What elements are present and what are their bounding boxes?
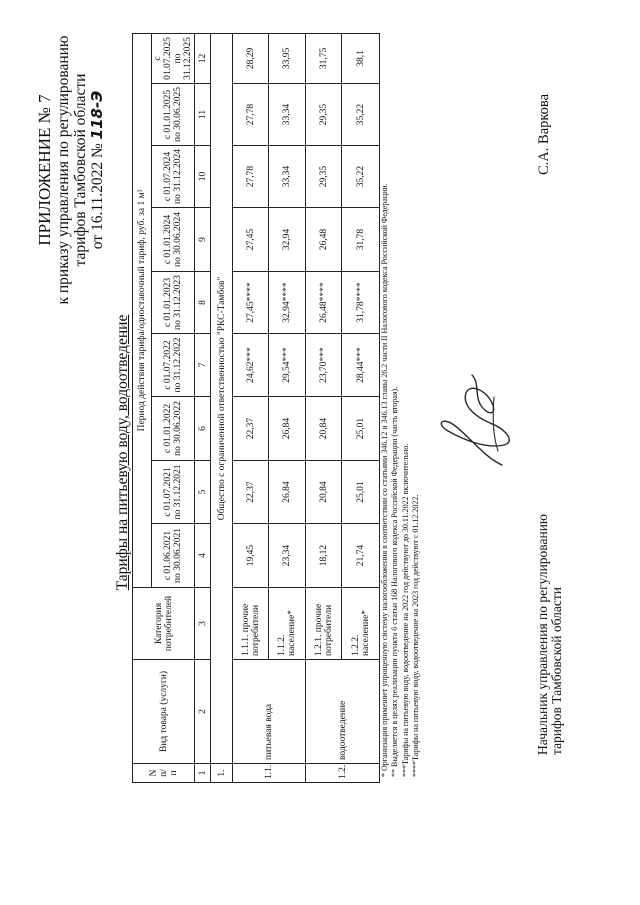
- signatory-name: С.А. Варкова: [536, 93, 552, 175]
- col-header-service: Вид товара (услуги): [133, 660, 195, 764]
- tariff-value: 23,34: [269, 524, 306, 588]
- tariff-value: 25,01: [342, 397, 380, 461]
- col-header-period-group: Период действия тарифа/одноставочный тариф, руб. за 1 м³: [133, 33, 152, 587]
- tariff-value: 29,35: [306, 146, 342, 208]
- tariff-value: 23,70***: [306, 334, 342, 397]
- col-header-period: с 01.01.2024 по 30.06.2024: [152, 208, 195, 272]
- table-row: [233, 33, 269, 782]
- document-title: Тарифы на питьевую воду, водоотведение: [114, 314, 131, 591]
- organization-num: 1.: [211, 764, 233, 783]
- tariff-value: 28,44***: [342, 334, 380, 397]
- column-index: 9: [195, 208, 211, 272]
- col-header-num: N п/п: [133, 764, 195, 783]
- tariff-value: 33,34: [269, 146, 306, 208]
- column-index: 2: [195, 660, 211, 764]
- tariff-value: 26,48: [306, 208, 342, 272]
- tariff-value: 27,45****: [233, 272, 269, 334]
- tariff-value: 33,34: [269, 84, 306, 146]
- footnote: ** Выделяется в целях реализации пункта 6 статьи 168 Налогового кодекса Российской Федерации (часть вторая).: [390, 386, 400, 777]
- column-index: 12: [195, 33, 211, 83]
- column-index: 5: [195, 461, 211, 524]
- handwritten-signature: [424, 362, 524, 487]
- col-header-period: с 01.01.2023 по 31.12.2023: [152, 272, 195, 334]
- col-header-period: с 01.01.2025 по 30.06.2025: [152, 84, 195, 146]
- order-reference: к приказу управления по регулированию: [54, 35, 72, 305]
- column-index: 11: [195, 84, 211, 146]
- col-header-period: с 01.07.2024 по 31.12.2024: [152, 146, 195, 208]
- appendix-header: [36, 35, 106, 305]
- tariff-value: 29,35: [306, 84, 342, 146]
- col-header-period: с 01.07.2022 по 31.12.2022: [152, 334, 195, 397]
- handwritten-decree-number: 118-Э: [87, 90, 106, 140]
- tariff-table: [132, 33, 380, 783]
- col-header-period: с 01.07.2021 по 31.12.2021: [152, 461, 195, 524]
- consumer-category: 1.2.1. прочие потребители: [306, 588, 342, 660]
- organization-row: [211, 33, 233, 782]
- footnote: ****Тарифы на питьевую воду, водоотведение на 2023 год действуют с 01.12.2022.: [411, 494, 421, 777]
- column-index: 3: [195, 588, 211, 660]
- tariff-value: 20,84: [306, 397, 342, 461]
- tariff-value: 22,37: [233, 461, 269, 524]
- issuing-authority: тарифов Тамбовской области: [71, 73, 89, 267]
- signatory-position: [536, 514, 564, 755]
- tariff-value: 21,74: [342, 524, 380, 588]
- tariff-value: 24,62***: [233, 334, 269, 397]
- service-name: питьевая вода: [233, 660, 306, 764]
- consumer-category: 1.1.1. прочие потребители: [233, 588, 269, 660]
- tariff-value: 35,22: [342, 146, 380, 208]
- order-date-line: [89, 35, 106, 305]
- service-name: водоотведение: [306, 660, 380, 764]
- footnote: ***Тарифы на питьевую воду, водоотведение на 2022 год действуют до 30.11.2022 включительно.: [400, 443, 410, 777]
- tariff-value: 31,75: [306, 33, 342, 83]
- footnote: * Организация применяет упрощенную систему налогообложения в соответствии со статьями 346.12 и 346.13 главы 26.2 части II Налогового кодекса Российской Федерации.: [380, 183, 389, 777]
- tariff-value: 19,45: [233, 524, 269, 588]
- table-row: [306, 33, 342, 782]
- col-header-period: с 01.01.2022 по 30.06.2022: [152, 397, 195, 461]
- column-index: 4: [195, 524, 211, 588]
- order-date: от 16.11.2022 №: [88, 143, 106, 250]
- tariff-value: 27,78: [233, 146, 269, 208]
- tariff-value: 32,94****: [269, 272, 306, 334]
- tariff-value: 31,78: [342, 208, 380, 272]
- group-num: 1.2.: [306, 764, 380, 783]
- column-index: 6: [195, 397, 211, 461]
- tariff-value: 25,01: [342, 461, 380, 524]
- signatory-position-line: Начальник управления по регулированию: [535, 513, 550, 755]
- column-index: 10: [195, 146, 211, 208]
- tariff-value: 27,78: [233, 84, 269, 146]
- tariff-value: 27,45: [233, 208, 269, 272]
- tariff-value: 22,37: [233, 397, 269, 461]
- consumer-category: 1.2.2. население*: [342, 588, 380, 660]
- tariff-value: 32,94: [269, 208, 306, 272]
- footnotes: [380, 17, 422, 777]
- consumer-category: 1.1.2. население*: [269, 588, 306, 660]
- tariff-value: 33,95: [269, 33, 306, 83]
- tariff-value: 20,84: [306, 461, 342, 524]
- group-num: 1.1.: [233, 764, 306, 783]
- tariff-value: 35,22: [342, 84, 380, 146]
- tariff-value: 38,1: [342, 33, 380, 83]
- signatory-position-line: тарифов Тамбовской области: [549, 587, 564, 755]
- column-index: 7: [195, 334, 211, 397]
- col-header-category: Категория потребителей: [133, 588, 195, 660]
- tariff-value: 26,48****: [306, 272, 342, 334]
- column-index: 8: [195, 272, 211, 334]
- column-index: 1: [195, 764, 211, 783]
- tariff-value: 28,29: [233, 33, 269, 83]
- column-index-row: [195, 33, 211, 782]
- col-header-period: с 01.06.2021 по 30.06.2021: [152, 524, 195, 588]
- tariff-value: 26,84: [269, 461, 306, 524]
- appendix-number: ПРИЛОЖЕНИЕ № 7: [35, 94, 54, 246]
- organization-name: Общество с ограниченной ответственностью "РКС-Тамбов": [211, 33, 233, 763]
- tariff-value: 29,54***: [269, 334, 306, 397]
- col-header-period: с 01.07.2025 по 31.12.2025: [152, 33, 195, 83]
- tariff-value: 18,12: [306, 524, 342, 588]
- tariff-value: 26,84: [269, 397, 306, 461]
- tariff-value: 31,78****: [342, 272, 380, 334]
